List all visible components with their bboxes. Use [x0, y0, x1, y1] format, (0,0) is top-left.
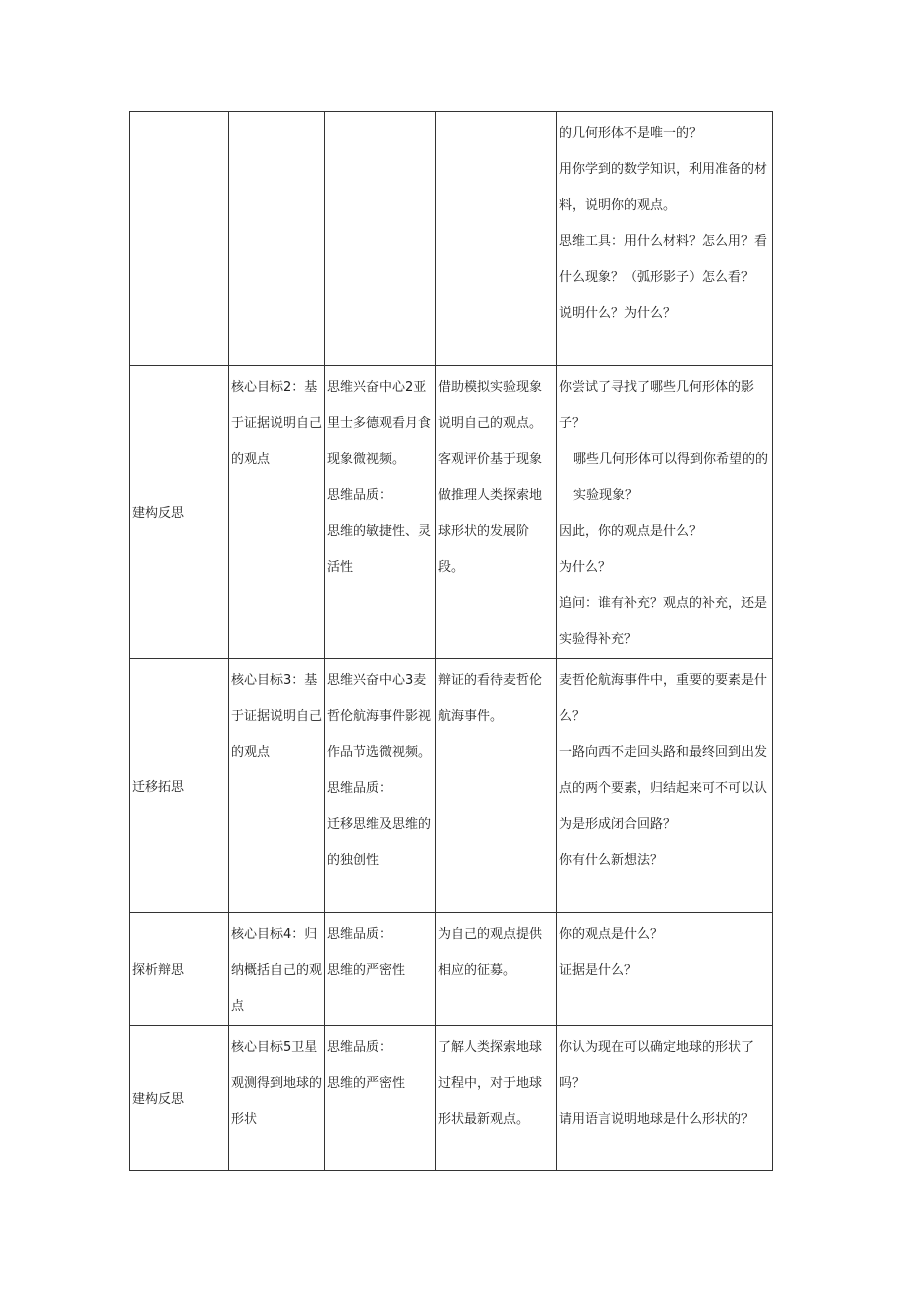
questions-line: 你尝试了寻找了哪些几何形体的影子？ — [559, 380, 755, 431]
design-cell — [436, 112, 557, 366]
activity-line: 思维的严密性 — [327, 963, 406, 978]
goal-line: 核心目标5卫星观测得到地球的形状 — [231, 1040, 323, 1127]
questions-line: 麦哲伦航海事件中，重要的要素是什么？ — [559, 673, 768, 724]
activity-cell — [325, 913, 436, 1026]
goal-cell — [229, 659, 325, 913]
questions-line: 你认为现在可以确定地球的形状了吗？ — [559, 1040, 755, 1091]
design-line: 为自己的观点提供相应的征募。 — [438, 927, 543, 978]
table-row — [130, 913, 773, 1026]
questions-line: 哪些几何形体可以得到你希望的的实验现象？ — [573, 452, 769, 503]
activity-cell — [325, 366, 436, 659]
goal-cell — [229, 366, 325, 659]
activity-line: 思维的严密性 — [327, 1076, 406, 1091]
questions-line: 说明什么？为什么？ — [559, 306, 677, 321]
stage-cell: 迁移拓思 — [130, 659, 229, 913]
questions-line: 为什么？ — [559, 560, 612, 575]
questions-cell — [557, 112, 773, 366]
goal-cell — [229, 112, 325, 366]
questions-cell — [557, 1026, 773, 1171]
activity-cell — [325, 659, 436, 913]
questions-cell — [557, 366, 773, 659]
questions-line: 请用语言说明地球是什么形状的？ — [559, 1112, 755, 1127]
questions-line: 追问：谁有补充？观点的补充，还是实验得补充？ — [559, 596, 768, 647]
design-line: 借助模拟实验现象说明自己的观点。 — [438, 380, 543, 431]
goal-line: 核心目标2：基于证据说明自己的观点 — [231, 380, 323, 467]
design-line: 辩证的看待麦哲伦航海事件。 — [438, 673, 543, 724]
activity-line: 思维兴奋中心3麦哲伦航海事件影视作品节选微视频。 — [327, 673, 432, 760]
stage-cell: 建构反思 — [130, 366, 229, 659]
activity-line: 思维品质： — [327, 927, 393, 942]
questions-cell — [557, 913, 773, 1026]
questions-line: 你有什么新想法？ — [559, 853, 664, 868]
activity-line: 思维的敏捷性、灵活性 — [327, 524, 432, 575]
lesson-plan-body — [130, 112, 773, 1171]
goal-line: 核心目标4：归纳概括自己的观点 — [231, 927, 323, 1014]
stage-cell: 建构反思 — [130, 1026, 229, 1171]
questions-cell — [557, 659, 773, 913]
questions-line: 思维工具：用什么材料？怎么用？看什么现象？（弧形影子）怎么看？ — [559, 234, 768, 285]
goal-cell — [229, 1026, 325, 1171]
activity-line: 思维品质： — [327, 1040, 393, 1055]
goal-cell — [229, 913, 325, 1026]
activity-line: 思维兴奋中心2亚里士多德观看月食现象微视频。 — [327, 380, 432, 467]
table-row — [130, 366, 773, 659]
stage-cell: 探析辩思 — [130, 913, 229, 1026]
stage-cell — [130, 112, 229, 366]
goal-line: 核心目标3：基于证据说明自己的观点 — [231, 673, 323, 760]
design-cell — [436, 913, 557, 1026]
table-row — [130, 659, 773, 913]
activity-cell — [325, 112, 436, 366]
activity-line: 思维品质： — [327, 488, 393, 503]
design-cell — [436, 1026, 557, 1171]
design-line: 客观评价基于现象做推理人类探索地球形状的发展阶段。 — [438, 452, 543, 575]
table-row — [130, 112, 773, 366]
design-line: 了解人类探索地球过程中，对于地球形状最新观点。 — [438, 1040, 543, 1127]
questions-line: 证据是什么？ — [559, 963, 638, 978]
design-cell — [436, 366, 557, 659]
questions-line: 因此，你的观点是什么？ — [559, 524, 703, 539]
questions-line: 用你学到的数学知识，利用准备的材料，说明你的观点。 — [559, 162, 768, 213]
design-cell — [436, 659, 557, 913]
activity-cell — [325, 1026, 436, 1171]
activity-line: 思维品质： — [327, 781, 393, 796]
questions-line: 的几何形体不是唯一的？ — [559, 126, 703, 141]
questions-line: 一路向西不走回头路和最终回到出发点的两个要素，归结起来可不可以认为是形成闭合回路？ — [559, 745, 768, 832]
lesson-plan-table — [129, 111, 773, 1171]
activity-line: 迁移思维及思维的的独创性 — [327, 817, 432, 868]
questions-line: 你的观点是什么？ — [559, 927, 664, 942]
table-row — [130, 1026, 773, 1171]
